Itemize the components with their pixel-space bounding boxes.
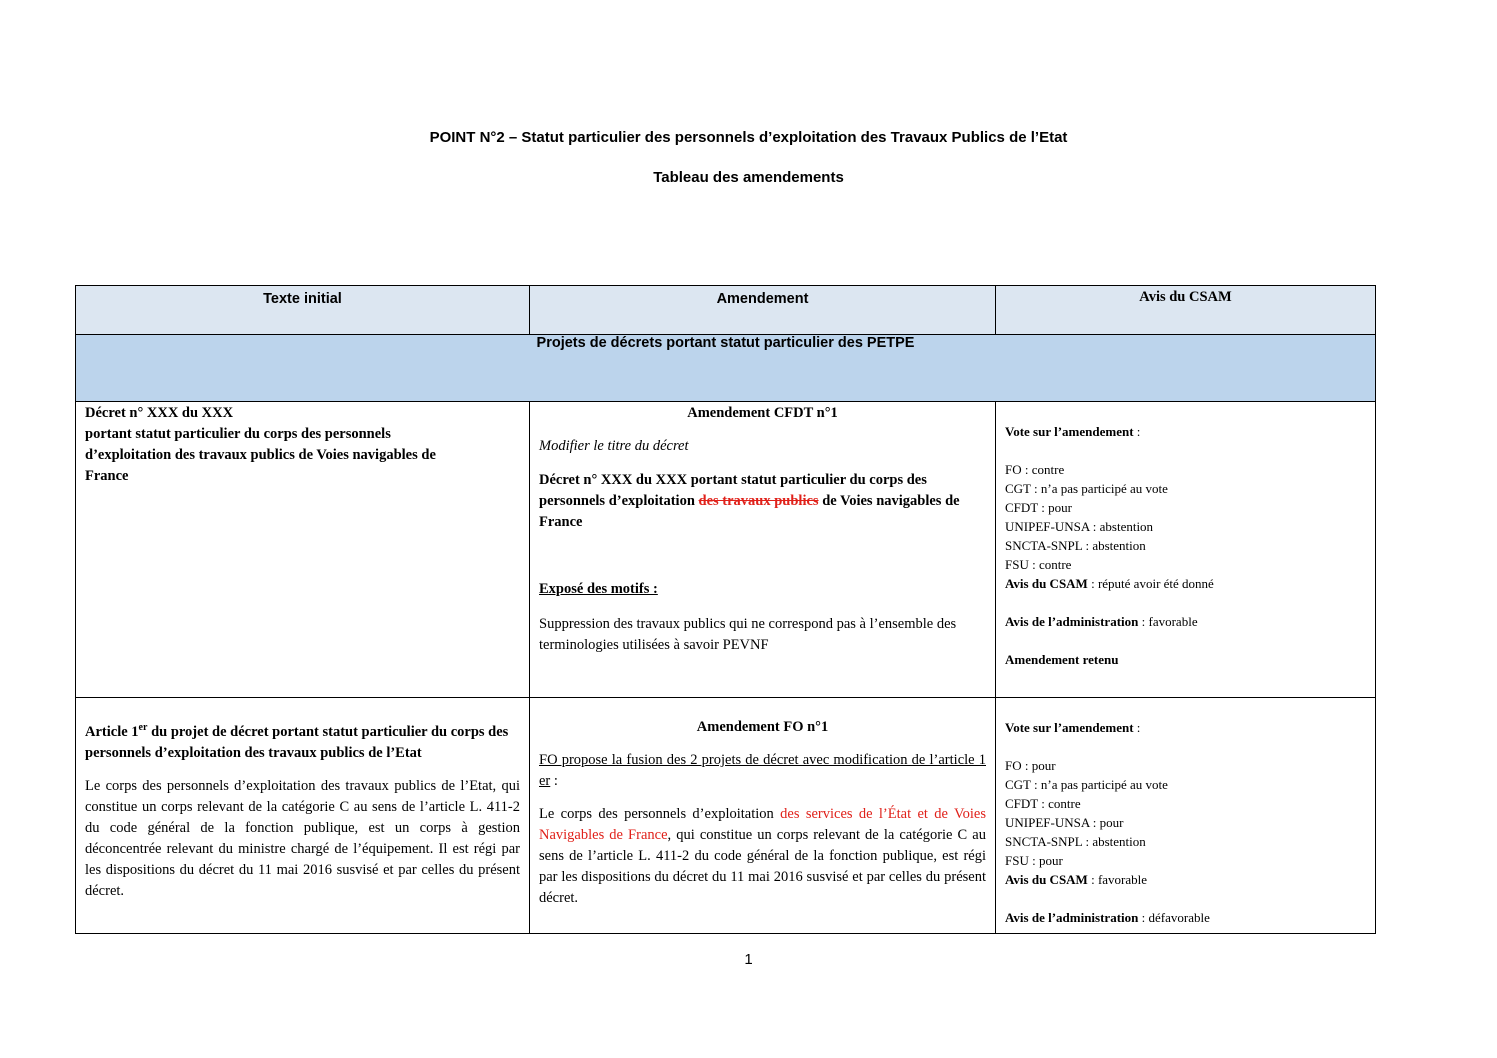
initial-text-cell	[76, 698, 530, 934]
initial-article-title: Article 1er du projet de décret portant statut particulier du corps des personnels d’exploitation des travaux publics de l’Etat	[85, 722, 509, 761]
amended-inserted-text: des services de l’État et de Voies Navigables de France	[539, 806, 986, 843]
admin-opinion: Avis de l’administration : défavorable	[1005, 910, 1210, 925]
initial-text-cell	[76, 402, 530, 698]
avis-cell	[996, 402, 1376, 698]
vote-line: SNCTA-SNPL : abstention	[1005, 538, 1146, 553]
avis-cell	[996, 698, 1376, 934]
amendment-instruction: Modifier le titre du décret	[539, 438, 689, 454]
initial-title-line: France	[85, 468, 129, 484]
vote-heading: Vote sur l’amendement :	[1005, 424, 1141, 439]
initial-title-line: Décret n° XXX du XXX	[85, 405, 234, 421]
section-row	[76, 335, 1376, 402]
amendment-cell	[530, 402, 996, 698]
document-subtitle: Tableau des amendements	[653, 169, 844, 186]
initial-article-body: Le corps des personnels d’exploitation des travaux publics de l’Etat, qui constitue un corps relevant de la catégorie C au sens de l’article L. 411-2 du code général de la fonction publique, est un corps à gestion déconcentrée relevant du ministre chargé de l’équipement. Il est régi par les dispositions du décret du 11 mai 2016 susvisé et par celles du présent décret.	[85, 777, 520, 899]
vote-line: FO : pour	[1005, 758, 1056, 773]
document-title: POINT N°2 – Statut particulier des personnels d’exploitation des Travaux Publics de l’Etat	[429, 129, 1068, 146]
column-header-texte-initial: Texte initial	[76, 286, 530, 335]
csam-opinion: Avis du CSAM : favorable	[1005, 872, 1148, 887]
motifs-text: Suppression des travaux publics qui ne correspond pas à l’ensemble des terminologies utilisées à savoir PEVNF	[539, 616, 957, 653]
column-header-avis-csam: Avis du CSAM	[996, 286, 1376, 335]
vote-line: CFDT : pour	[1005, 500, 1072, 515]
vote-line: UNIPEF-UNSA : pour	[1005, 815, 1124, 830]
amendment-proposal: FO propose la fusion des 2 projets de décret avec modification de l’article 1 er :	[539, 752, 986, 789]
column-header-amendement: Amendement	[530, 286, 996, 335]
vote-line: FSU : contre	[1005, 557, 1072, 572]
vote-line: FO : contre	[1005, 462, 1065, 477]
vote-line: CGT : n’a pas participé au vote	[1005, 481, 1168, 496]
amended-title	[539, 470, 986, 533]
admin-opinion: Avis de l’administration : favorable	[1005, 614, 1198, 629]
motifs-label: Exposé des motifs :	[539, 581, 658, 597]
vote-line: CFDT : contre	[1005, 796, 1081, 811]
amended-title-struck: des travaux publics	[698, 493, 819, 509]
table-row	[76, 402, 1376, 698]
csam-opinion: Avis du CSAM : réputé avoir été donné	[1005, 576, 1214, 591]
amendments-table	[75, 285, 1376, 934]
initial-title-line: portant statut particulier du corps des personnels	[85, 426, 391, 442]
vote-line: SNCTA-SNPL : abstention	[1005, 834, 1146, 849]
amended-article-text: Le corps des personnels d’exploitation des services de l’État et de Voies Navigables de France, qui constitue un corps relevant de la catégorie C au sens de l’article L. 411-2 du code général de la fonction publique, est régi par les dispositions du décret du 11 mai 2016 susvisé et par celles du présent décret.	[539, 806, 986, 906]
amendment-heading: Amendement CFDT n°1	[687, 405, 838, 421]
initial-title-line: d’exploitation des travaux publics de Voies navigables de	[85, 447, 436, 463]
amendment-cell	[530, 698, 996, 934]
vote-line: CGT : n’a pas participé au vote	[1005, 777, 1168, 792]
table-row	[76, 698, 1376, 934]
amended-title-before: Décret n° XXX du XXX portant statut particulier du corps des personnels d’exploitation	[539, 472, 927, 509]
amendment-heading: Amendement FO n°1	[696, 719, 829, 735]
amendment-result: Amendement retenu	[1005, 652, 1119, 667]
vote-heading: Vote sur l’amendement :	[1005, 720, 1141, 735]
page-number: 1	[744, 951, 753, 968]
section-title: Projets de décrets portant statut particulier des PETPE	[76, 335, 1376, 402]
vote-line: FSU : pour	[1005, 853, 1063, 868]
amended-title-after: de Voies navigables de France	[539, 493, 960, 530]
table-header-row	[76, 286, 1376, 335]
vote-line: UNIPEF-UNSA : abstention	[1005, 519, 1154, 534]
